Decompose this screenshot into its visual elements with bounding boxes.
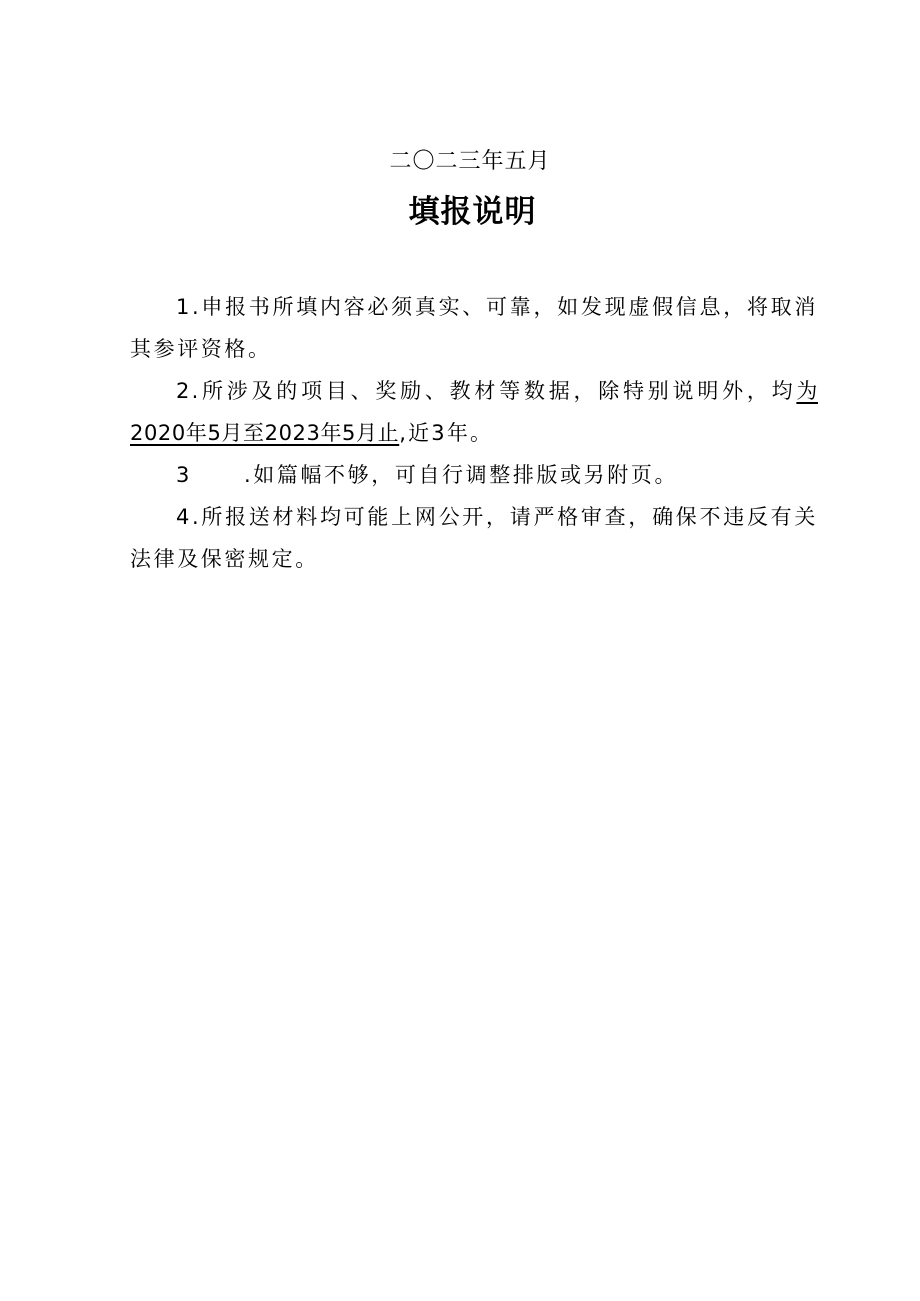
instruction-number: 3 [176, 463, 192, 487]
instruction-number: 1 [176, 295, 192, 319]
instruction-text: .所报送材料均可能上网公开，请严格审查，确保不违反有关法律及保密规定。 [130, 505, 818, 571]
instruction-item-3 [130, 454, 818, 496]
instruction-item-2 [130, 370, 818, 454]
document-date: 二〇二三年五月 [389, 149, 551, 174]
instruction-item-1 [130, 286, 818, 370]
document-title: 填报说明 [408, 194, 537, 230]
instruction-text: .所涉及的项目、奖励、教材等数据，除特别说明外，均 [191, 379, 797, 403]
instruction-number: 4 [176, 505, 192, 529]
date-range-underlined: 为2020年5月至2023年5月止 [130, 379, 818, 445]
instruction-text-tail: ,近3年。 [399, 421, 494, 445]
instruction-item-4 [130, 496, 818, 580]
instructions-list [130, 286, 818, 580]
instruction-text: .如篇幅不够，可自行调整排版或另附页。 [243, 463, 679, 487]
instruction-text: .申报书所填内容必须真实、可靠，如发现虚假信息，将取消其参评资格。 [130, 295, 818, 361]
instruction-number: 2 [176, 379, 192, 403]
